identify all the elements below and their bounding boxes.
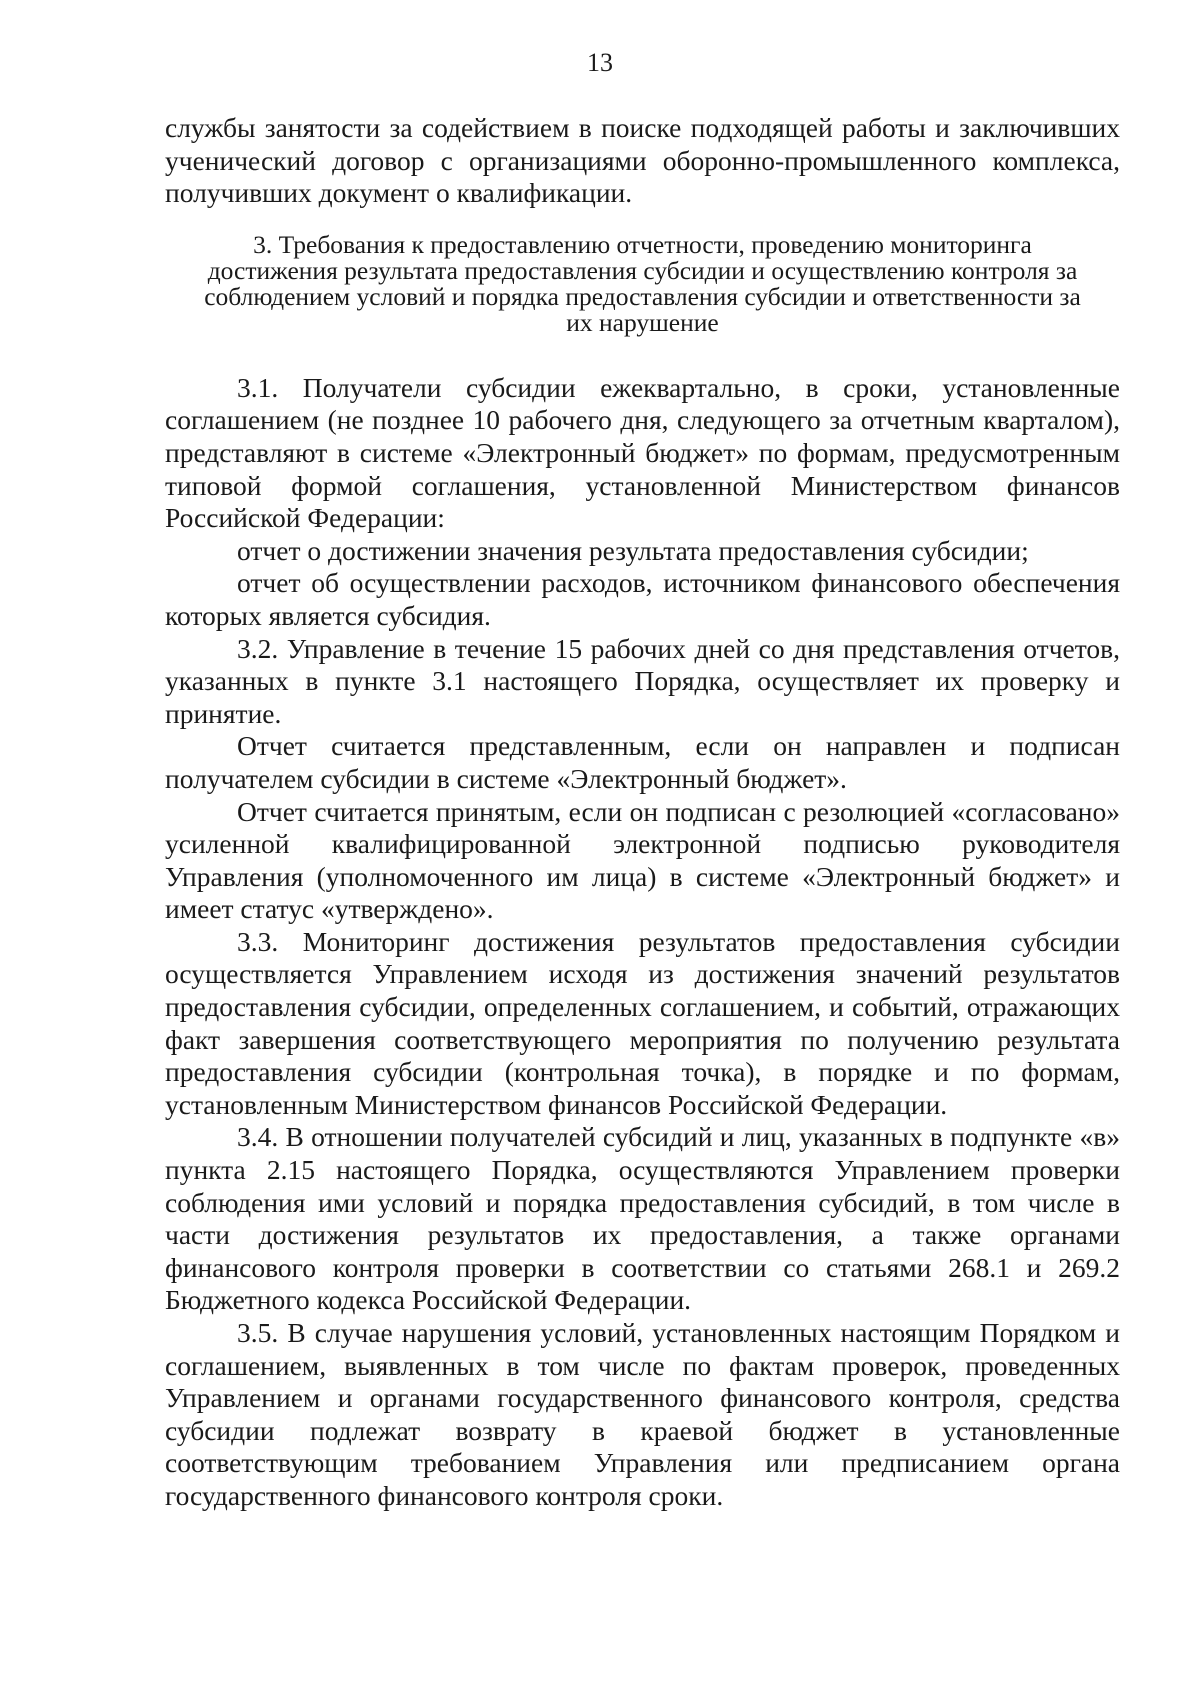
paragraph-3-3: 3.3. Мониторинг достижения результатов предоставления субсидии осуществляется Управлением исходя из достижения значений результатов предоставления субсидии, определенных соглашением, и событий, отражающих факт завершения соответствующего мероприятия по получению результата предоставления субсидии (контрольная точка), в порядке и по формам, установленным Министерством финансов Российской Федерации. xyxy=(165,925,1120,1120)
document-body xyxy=(165,112,1120,1513)
paragraph-report-accepted: Отчет считается принятым, если он подписан с резолюцией «согласовано» усиленной квалифицированной электронной подписью руководителя Управления (уполномоченного им лица) в системе «Электронный бюджет» и имеет статус «утверждено». xyxy=(165,795,1120,925)
paragraph-report-submitted: Отчет считается представленным, если он направлен и подписан получателем субсидии в системе «Электронный бюджет». xyxy=(165,730,1120,794)
page-number: 13 xyxy=(587,48,613,77)
section-title: 3. Требования к предоставлению отчетности, проведению мониторинга достижения результата предоставления субсидии и осуществлению контроля за соблюдением условий и порядка предоставления субсидии и ответственности за их нарушение xyxy=(204,229,1081,337)
paragraph-3-5: 3.5. В случае нарушения условий, установленных настоящим Порядком и соглашением, выявленных в том числе по фактам проверок, проведенных Управлением и органами государственного финансового контроля, средства субсидии подлежат возврату в краевой бюджет в установленные соответствующим требованием Управления или предписанием органа государственного финансового контроля сроки. xyxy=(165,1317,1120,1511)
paragraph-3-1: 3.1. Получатели субсидии ежеквартально, в сроки, установленные соглашением (не позднее 10 рабочего дня, следующего за отчетным кварталом), представляют в системе «Электронный бюджет» по формам, предусмотренным типовой формой соглашения, установленной Министерством финансов Российской Федерации: xyxy=(165,371,1120,534)
paragraph-3-2: 3.2. Управление в течение 15 рабочих дней со дня представления отчетов, указанных в пункте 3.1 настоящего Порядка, осуществляет их проверку и принятие. xyxy=(165,632,1120,729)
paragraph-3-4: 3.4. В отношении получателей субсидий и лиц, указанных в подпункте «в» пункта 2.15 настоящего Порядка, осуществляются Управлением проверки соблюдения ими условий и порядка предоставления субсидий, в том числе в части достижения результатов их предоставления, а также органами финансового контроля проверки в соответствии со статьями 268.1 и 269.2 Бюджетного кодекса Российской Федерации. xyxy=(165,1121,1120,1316)
paragraph-report-result: отчет о достижении значения результата предоставления субсидии; xyxy=(237,534,1029,566)
intro-paragraph: службы занятости за содействием в поиске подходящей работы и заключивших ученический договор с организациями оборонно-промышленного комплекса, получивших документ о квалификации. xyxy=(165,112,1120,209)
paragraph-report-expenses: отчет об осуществлении расходов, источником финансового обеспечения которых является субсидия. xyxy=(165,567,1120,631)
